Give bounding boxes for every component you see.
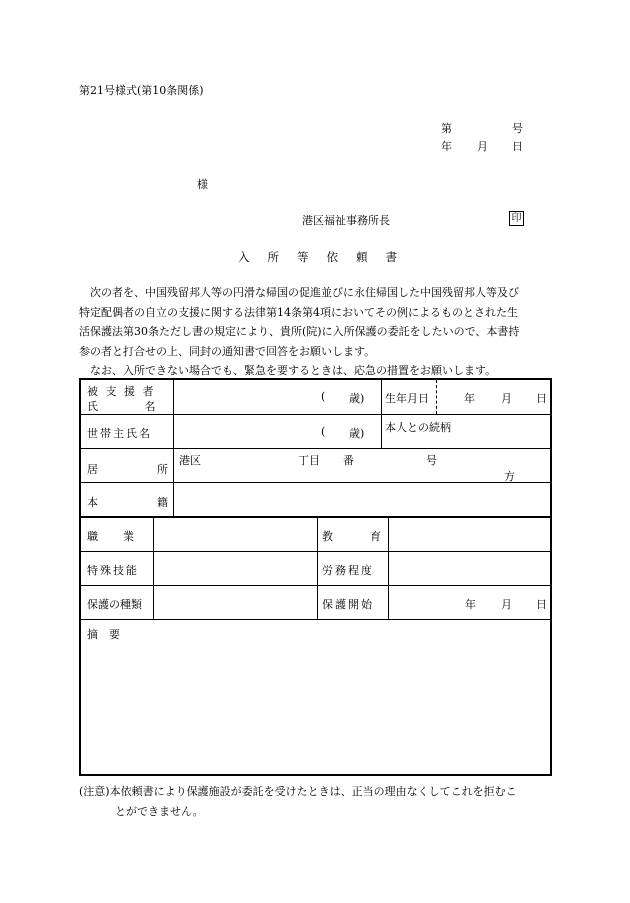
addressee-suffix: 様 (197, 178, 208, 191)
note-line: とができません。 (115, 805, 204, 818)
note-line: (注意)本依頼書により保護施設が委託を受けたときは、正当の理由なくしてこれを拒むこ (79, 785, 517, 798)
body-line: 特定配偶者の自立の支援に関する法律第14条第4項においてその例によるものとされた生 (79, 305, 518, 319)
date-day: 日 (512, 140, 523, 153)
dob-label: 生年月日 (385, 392, 429, 405)
age-label: 歳) (349, 427, 365, 440)
date-month: 月 (477, 140, 488, 153)
address-chome: 丁目 (298, 454, 320, 467)
doc-number-dai: 第 (441, 122, 452, 135)
age-open: ( (321, 425, 326, 438)
domicile-label-1: 本 (87, 496, 98, 509)
domicile-label-2: 籍 (157, 496, 168, 509)
col-divider (317, 517, 318, 620)
col-divider (388, 517, 389, 620)
row-divider (81, 619, 550, 620)
address-kata: 方 (504, 470, 515, 483)
occupation-label-1: 職 (87, 530, 98, 543)
dob-day: 日 (536, 392, 547, 405)
relation-label: 本人との続柄 (385, 421, 451, 434)
sender-name: 港区福祉事務所長 (302, 214, 390, 227)
date-year: 年 (441, 140, 452, 153)
dob-year: 年 (464, 392, 475, 405)
age-open: ( (321, 390, 326, 403)
address-ban: 番 (343, 454, 354, 467)
body-line: 参の者と打合せの上、同封の通知書で回答をお願いします。 (79, 344, 376, 358)
occupation-label-2: 業 (123, 530, 134, 543)
protection-type-label: 保護の種類 (87, 598, 142, 611)
row-divider (81, 448, 550, 449)
start-month: 月 (501, 598, 512, 611)
special-skill-label: 特殊技能 (87, 564, 139, 577)
body-line: 活保護法第30条ただし書の規定により、貴所(院)に入所保護の委託をしたいので、本書持 (79, 325, 520, 338)
supported-person-label-name: 氏 名 (87, 400, 158, 413)
form-number: 第21号様式(第10条関係) (79, 84, 204, 97)
document-title: 入所等依頼書 (238, 250, 415, 264)
doc-number-go: 号 (512, 122, 523, 135)
row-divider (81, 551, 550, 552)
summary-label: 摘 要 (87, 628, 120, 641)
start-day: 日 (536, 598, 547, 611)
body-line: 次の者を、中国残留邦人等の円滑な帰国の促進並びに永住帰国した中国残留邦人等及び (79, 286, 519, 299)
row-divider (81, 585, 550, 586)
body-line: なお、入所できない場合でも、緊急を要するときは、応急の措置をお願いします。 (79, 364, 497, 377)
seal-mark: 印 (509, 211, 524, 226)
address-ward: 港区 (179, 454, 201, 467)
dob-month: 月 (501, 392, 512, 405)
householder-label: 世帯主氏名 (87, 427, 152, 440)
body-text (79, 283, 519, 381)
section-divider (81, 516, 550, 518)
col-divider (153, 517, 154, 620)
address-go: 号 (426, 454, 437, 467)
row-divider (81, 482, 550, 483)
start-year: 年 (465, 598, 476, 611)
education-label-2: 育 (370, 530, 381, 543)
row-divider (81, 414, 550, 415)
address-label-1: 居 (87, 463, 98, 476)
col-divider (173, 380, 174, 516)
education-label-1: 教 (322, 530, 333, 543)
col-divider (381, 380, 382, 448)
supported-person-label: 被 支 援 者 (87, 385, 156, 398)
labor-level-label: 労務程度 (322, 564, 374, 577)
address-label-2: 所 (157, 463, 168, 476)
request-form-table (79, 378, 552, 776)
age-label: 歳) (349, 392, 365, 405)
protection-start-label: 保護開始 (322, 598, 374, 611)
col-divider-dashed (436, 380, 437, 414)
